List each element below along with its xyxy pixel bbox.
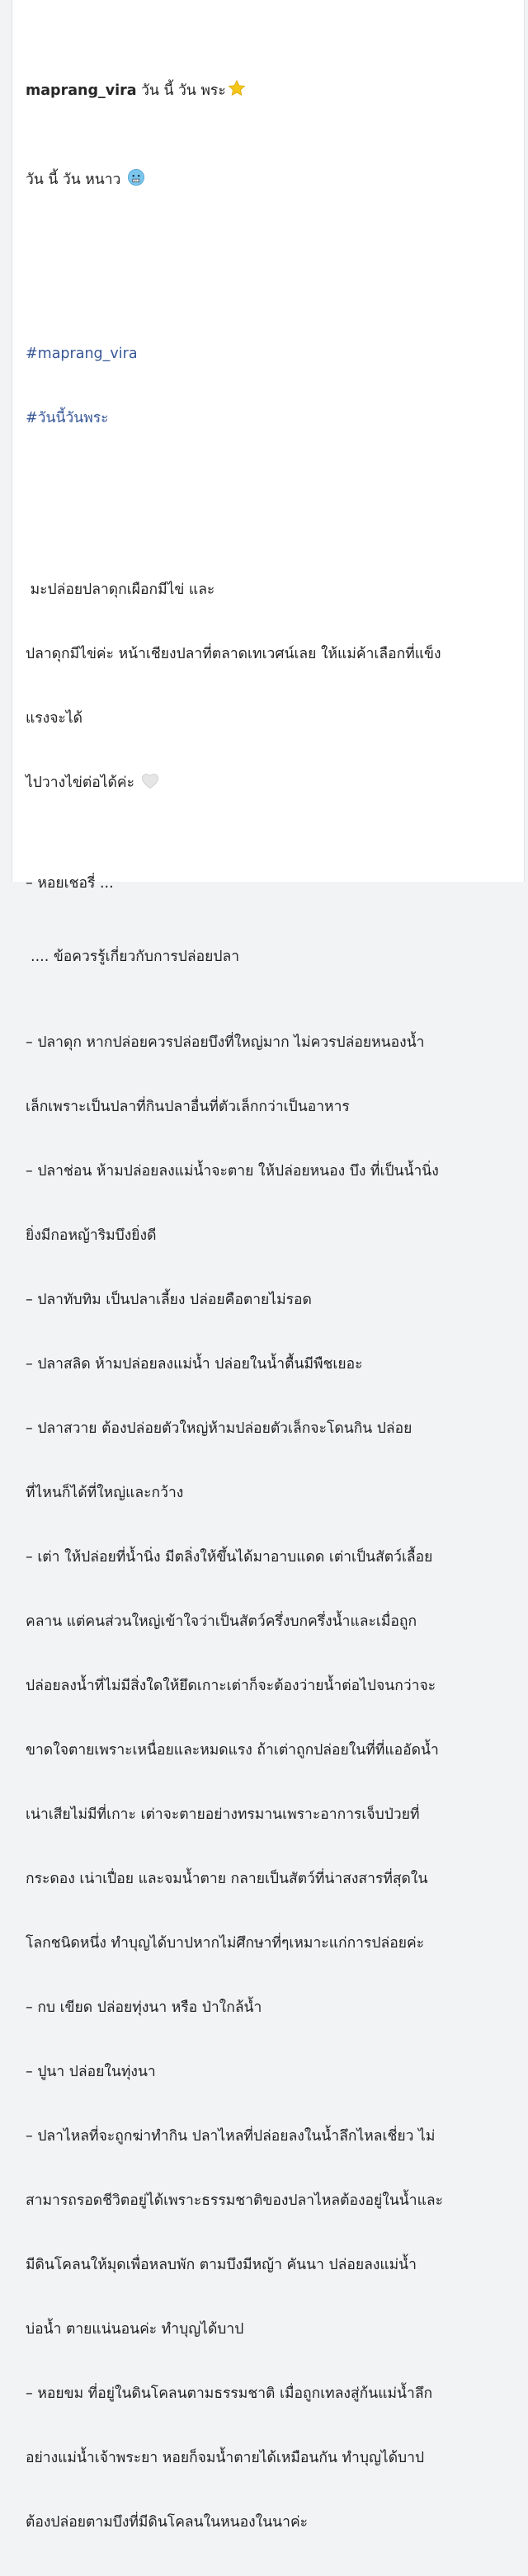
body-line: เล็กเพราะเป็นปลาที่กินปลาอื่นที่ตัวเล็กกว่าเป็นอาหาร [26, 1099, 350, 1115]
intro-line-2: ปลาดุกมีไข่ค่ะ หน้าเชียงปลาที่ตลาดเทเวศน์เลย ให้แม่ค้าเลือกที่แข็ง [26, 646, 441, 662]
body-line: โลกชนิดหนึ่ง ทำบุญได้บาปหากไม่ศึกษาที่ๆเหมาะแก่การปล่อยค่ะ [26, 1935, 425, 1952]
hashtag-link-maprang[interactable]: #maprang_vira [26, 346, 138, 362]
body-line: – ปลาสลิด ห้ามปล่อยลงแม่น้ำ ปล่อยในน้ำตื้นมีพืชเยอะ [26, 1356, 363, 1373]
white-heart-icon [141, 773, 159, 796]
body-line: – เต่า ให้ปล่อยที่น้ำนิ่ง มีตลิ่งให้ขึ้นได้มาอาบแดด เต่าเป็นสัตว์เลื้อย [26, 1549, 433, 1566]
body-line: ขาดใจตายเพราะเหนื่อยและหมดแรง ถ้าเต่าถูกปล่อยในที่ที่แออัดน้ำ [26, 1742, 439, 1759]
body-line: – กบ เขียด ปล่อยทุ่งนา หรือ ป่าใกล้น้ำ [26, 1999, 262, 2016]
body-line: มีดินโคลนให้มุดเพื่อหลบพัก ตามบึงมีหญ้า คันนา ปล่อยลงแม่น้ำ [26, 2257, 417, 2273]
cold-face-icon [127, 168, 145, 193]
body-line: กระดอง เน่าเปื่อย และจมน้ำตาย กลายเป็นสัตว์ที่น่าสงสารที่สุดใน [26, 1871, 428, 1887]
body-line: สามารถรอดชีวิตอยู่ได้เพราะธรรมชาติของปลาไหลต้องอยู่ในน้ำและ [26, 2192, 443, 2209]
instagram-post-caption-card [12, 0, 525, 2531]
body-line: ที่ไหนก็ได้ที่ใหญ่และกว้าง [26, 1485, 184, 1501]
intro-line-4 [26, 772, 521, 796]
body-line: ต้องปล่อยตามบึงที่มีดินโคลนในหนองในนาค่ะ [26, 2514, 309, 2531]
cut-off-line: – หอยเชอรี่ ... [26, 875, 114, 892]
username-link[interactable]: maprang_vira [26, 82, 137, 99]
body-line: – ปลาสวาย ต้องปล่อยตัวใหญ่ห้ามปล่อยตัวเล็กจะโดนกิน ปล่อย [26, 1420, 412, 1437]
body-line: – ปลาช่อน ห้ามปล่อยลงแม่น้ำจะตาย ให้ปล่อยหนอง บึง ที่เป็นน้ำนิ่ง [26, 1163, 439, 1180]
caption-first-line [26, 79, 521, 104]
caption-line-1-text: วัน นี้ วัน พระ [136, 82, 226, 99]
body-line: – ปลาไหลที่จะถูกฆ่าทำกิน ปลาไหลที่ปล่อยลงในน้ำลึกไหลเชี่ยว ไม่ [26, 2128, 436, 2145]
body-line: – ปลาดุก หากปล่อยควรปล่อยบึงที่ใหญ่มาก ไม่ควรปล่อยหนองน้ำ [26, 1034, 425, 1051]
intro-line-1: มะปล่อยปลาดุกเผือกมีไข่ และ [26, 582, 215, 598]
body-line: เน่าเสียไม่มีที่เกาะ เต่าจะตายอย่างทรมานเพราะอาการเจ็บป่วยที่ [26, 1806, 420, 1823]
body-line: อย่างแม่น้ำเจ้าพระยา หอยก็จมน้ำตายได้เหมือนกัน ทำบุญได้บาป [26, 2450, 425, 2466]
body-line: ปล่อยลงน้ำที่ไม่มีสิ่งใดให้ยึดเกาะเต่าก็จะต้องว่ายน้ำต่อไปจนกว่าจะ [26, 1678, 436, 1694]
post-caption [26, 15, 521, 2576]
caption-line-2-text: วัน นี้ วัน หนาว [26, 172, 121, 188]
hashtag-link-wanphra[interactable]: #วันนี้วันพระ [26, 410, 109, 426]
intro-line-3: แรงจะได้ [26, 710, 83, 727]
section-title: .... ข้อควรรู้เกี่ยวกับการปล่อยปลา [31, 949, 240, 965]
body-line: – หอยขม ที่อยู่ในดินโคลนตามธรรมชาติ เมื่อถูกเทลงสู่ก้นแม่น้ำลึก [26, 2385, 433, 2402]
body-line: คลาน แต่คนส่วนใหญ่เข้าใจว่าเป็นสัตว์ครึ่งบกครึ่งน้ำและเมื่อถูก [26, 1613, 417, 1630]
body-line: ยิ่งมีกอหญ้าริมบึงยิ่งดี [26, 1227, 157, 1244]
body-line: บ่อน้ำ ตายแน่นอนค่ะ ทำบุญได้บาป [26, 2321, 244, 2338]
body-line: – ปลาทับทิม เป็นปลาเลี้ยง ปล่อยคือตายไม่รอด [26, 1292, 312, 1308]
star-icon [228, 79, 246, 104]
caption-second-line [26, 168, 521, 193]
intro-line-4-text: ไปวางไข่ต่อได้ค่ะ [26, 775, 135, 791]
body-line: – ปูนา ปล่อยในทุ่งนา [26, 2064, 156, 2080]
